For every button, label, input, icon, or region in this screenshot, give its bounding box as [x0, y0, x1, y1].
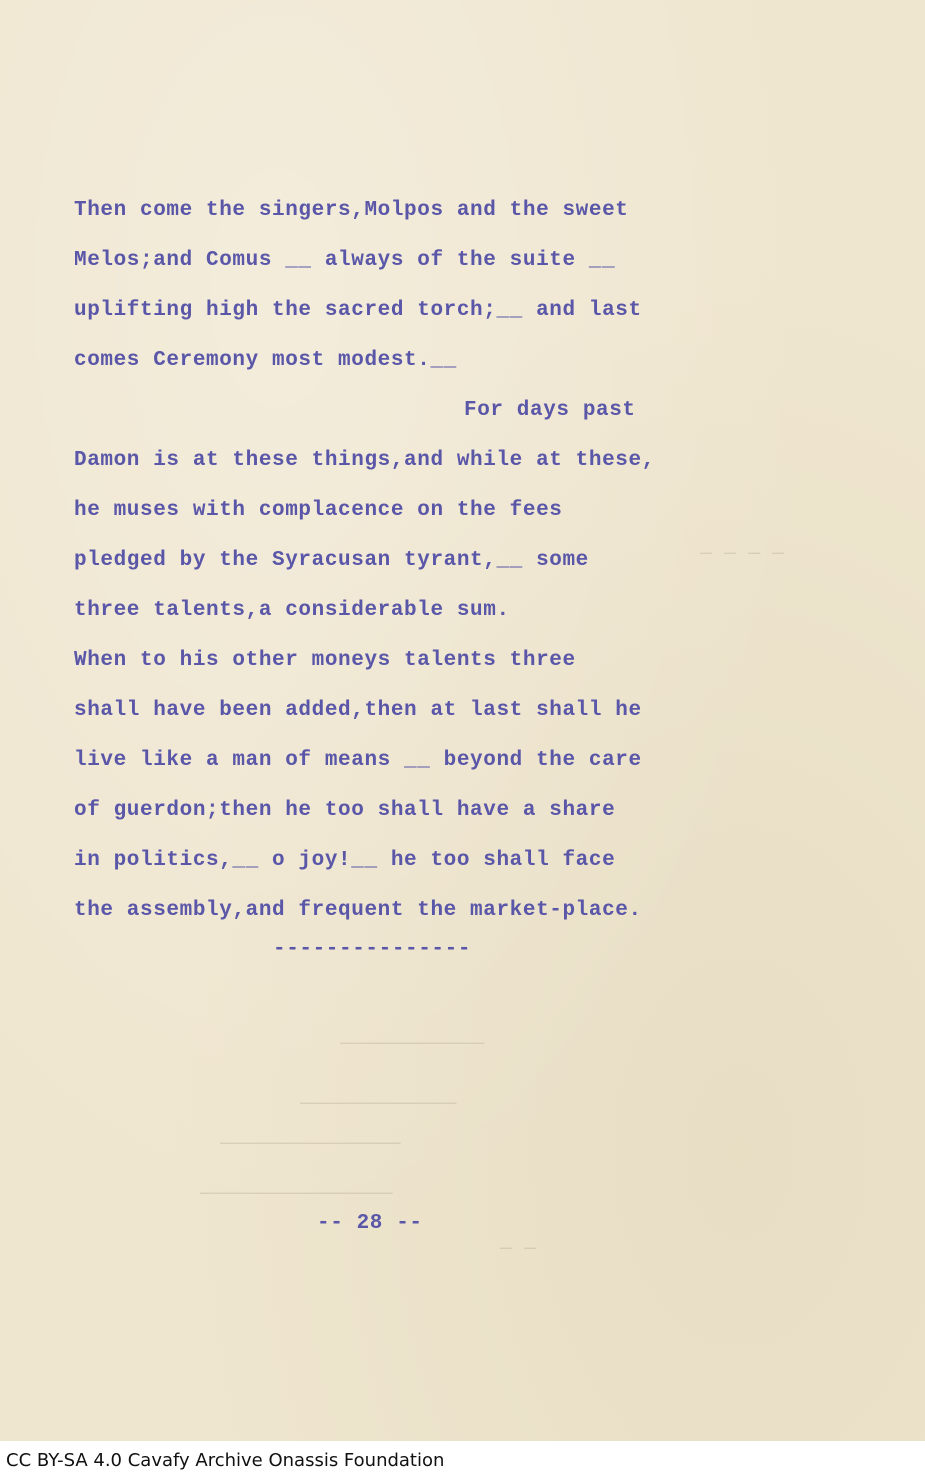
- bleed-through-texture: — — — — ———————————— ————————————— ——————————————— ———————————————— — —: [200, 540, 785, 1259]
- text-line: in politics,__ o joy!__ he too shall face: [74, 849, 616, 872]
- text-line: he muses with complacence on the fees: [74, 499, 563, 522]
- text-line: live like a man of means __ beyond the care: [74, 749, 642, 772]
- text-line: Damon is at these things,and while at these,: [74, 449, 655, 472]
- poem-text: [74, 186, 655, 936]
- text-line: pledged by the Syracusan tyrant,__ some: [74, 549, 589, 572]
- text-line: shall have been added,then at last shall he: [74, 699, 642, 722]
- text-line: the assembly,and frequent the market-place.: [74, 899, 642, 922]
- text-line: comes Ceremony most modest.__: [74, 349, 457, 372]
- text-line: When to his other moneys talents three: [74, 649, 576, 672]
- credit-text: CC BY-SA 4.0 Cavafy Archive Onassis Foundation: [6, 1450, 445, 1471]
- section-separator: ---------------: [273, 938, 472, 961]
- text-line-indented: For days past: [464, 399, 636, 422]
- text-line: Then come the singers,Molpos and the sweet: [74, 199, 629, 222]
- text-line: uplifting high the sacred torch;__ and last: [74, 299, 642, 322]
- text-line: three talents,a considerable sum.: [74, 599, 510, 622]
- text-line: Melos;and Comus __ always of the suite __: [74, 249, 616, 272]
- page-number: -- 28 --: [317, 1212, 423, 1235]
- text-line: of guerdon;then he too shall have a share: [74, 799, 616, 822]
- credit-footer: [0, 1441, 925, 1483]
